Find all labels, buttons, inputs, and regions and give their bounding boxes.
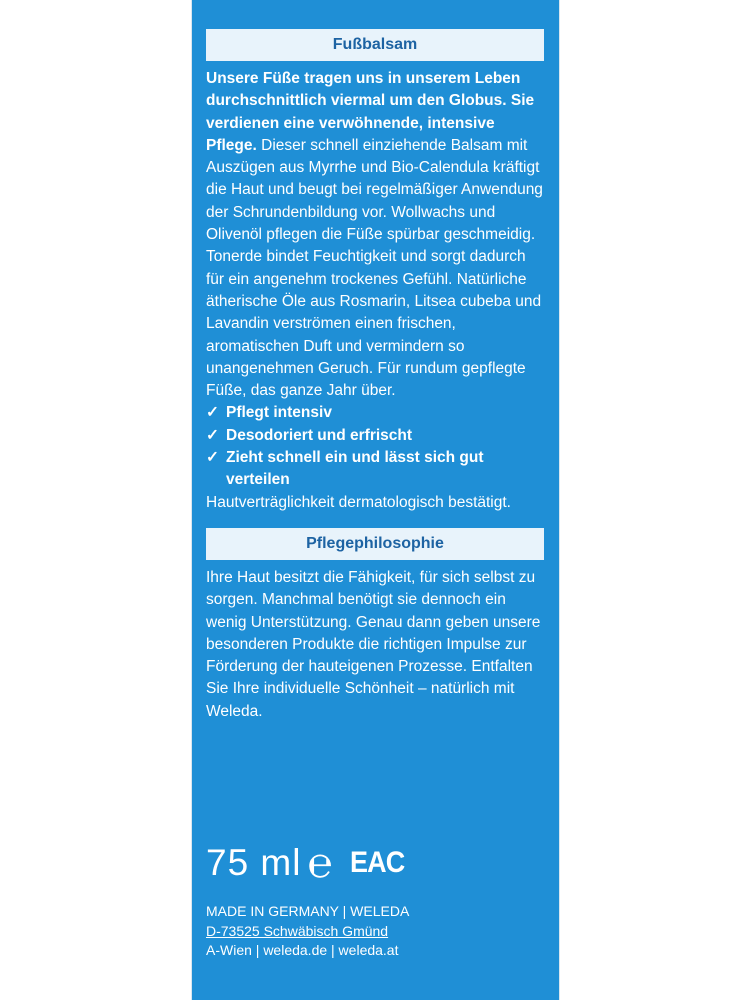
volume-row (206, 839, 407, 886)
address-line-2: D-73525 Schwäbisch Gmünd (206, 922, 389, 939)
check-icon: ✓ (206, 404, 219, 422)
address-line-3: A-Wien | weleda.de | weleda.at (206, 942, 399, 958)
section-title-fussbalsam: Fußbalsam (206, 29, 544, 61)
philosophy-paragraph: Ihre Haut besitzt die Fähigkeit, für sich selbst zu sorgen. Manchmal benötigt sie dennoch ein wenig Unterstützung. Genau dann geben unsere besonderen Produkte die richtigen Impulse zur Förderung der hauteigenen Prozesse. Entfalten Sie Ihre individuelle Schönheit – natürlich mit Weleda. (206, 569, 541, 720)
manufacturer-address (206, 902, 409, 961)
intro-text: Unsere Füße tragen uns in unserem Leben durchschnittlich viermal um den Globus. Sie verdienen eine verwöhnende, intensive Pflege. (206, 70, 535, 154)
product-description (206, 68, 546, 514)
benefit-label: Zieht schnell ein und lässt sich gut verteilen (226, 449, 484, 489)
benefit-item (206, 425, 546, 447)
check-icon: ✓ (206, 449, 219, 467)
volume-label: 75 ml (206, 842, 302, 883)
estimated-sign-icon: ℮ (307, 839, 333, 886)
check-icon: ✓ (206, 426, 219, 444)
eac-mark-icon: EAC (349, 846, 405, 879)
benefit-item (206, 402, 546, 424)
description-paragraph (206, 68, 546, 402)
address-line-1: MADE IN GERMANY | WELEDA (206, 903, 410, 919)
benefit-list (206, 402, 546, 491)
body-text: Dieser schnell einziehende Balsam mit Auszügen aus Myrrhe und Bio-Calendula kräftigt die Haut und beugt bei regelmäßiger Anwendung der Schrundenbildung vor. Wollwachs und Olivenöl pflegen die Füße spürbar geschmeidig. Tonerde bindet Feuchtigkeit und sorgt dadurch für ein angenehm trockenes Gefühl. Natürliche ätherische Öle aus Rosmarin, Litsea cubeba und Lavandin verströmen einen frischen, aromatischen Duft und vermindern so unangenehmen Geruch. Für rundum gepflegte Füße, das ganze Jahr über. (206, 136, 543, 400)
philosophy-text (206, 567, 546, 723)
benefit-label: Pflegt intensiv (226, 404, 332, 422)
benefit-label: Desodoriert und erfrischt (226, 426, 413, 444)
dermatology-note: Hautverträglichkeit dermatologisch bestätigt. (206, 493, 511, 511)
section-title-pflegephilosophie: Pflegephilosophie (206, 528, 544, 560)
benefit-item (206, 447, 546, 492)
